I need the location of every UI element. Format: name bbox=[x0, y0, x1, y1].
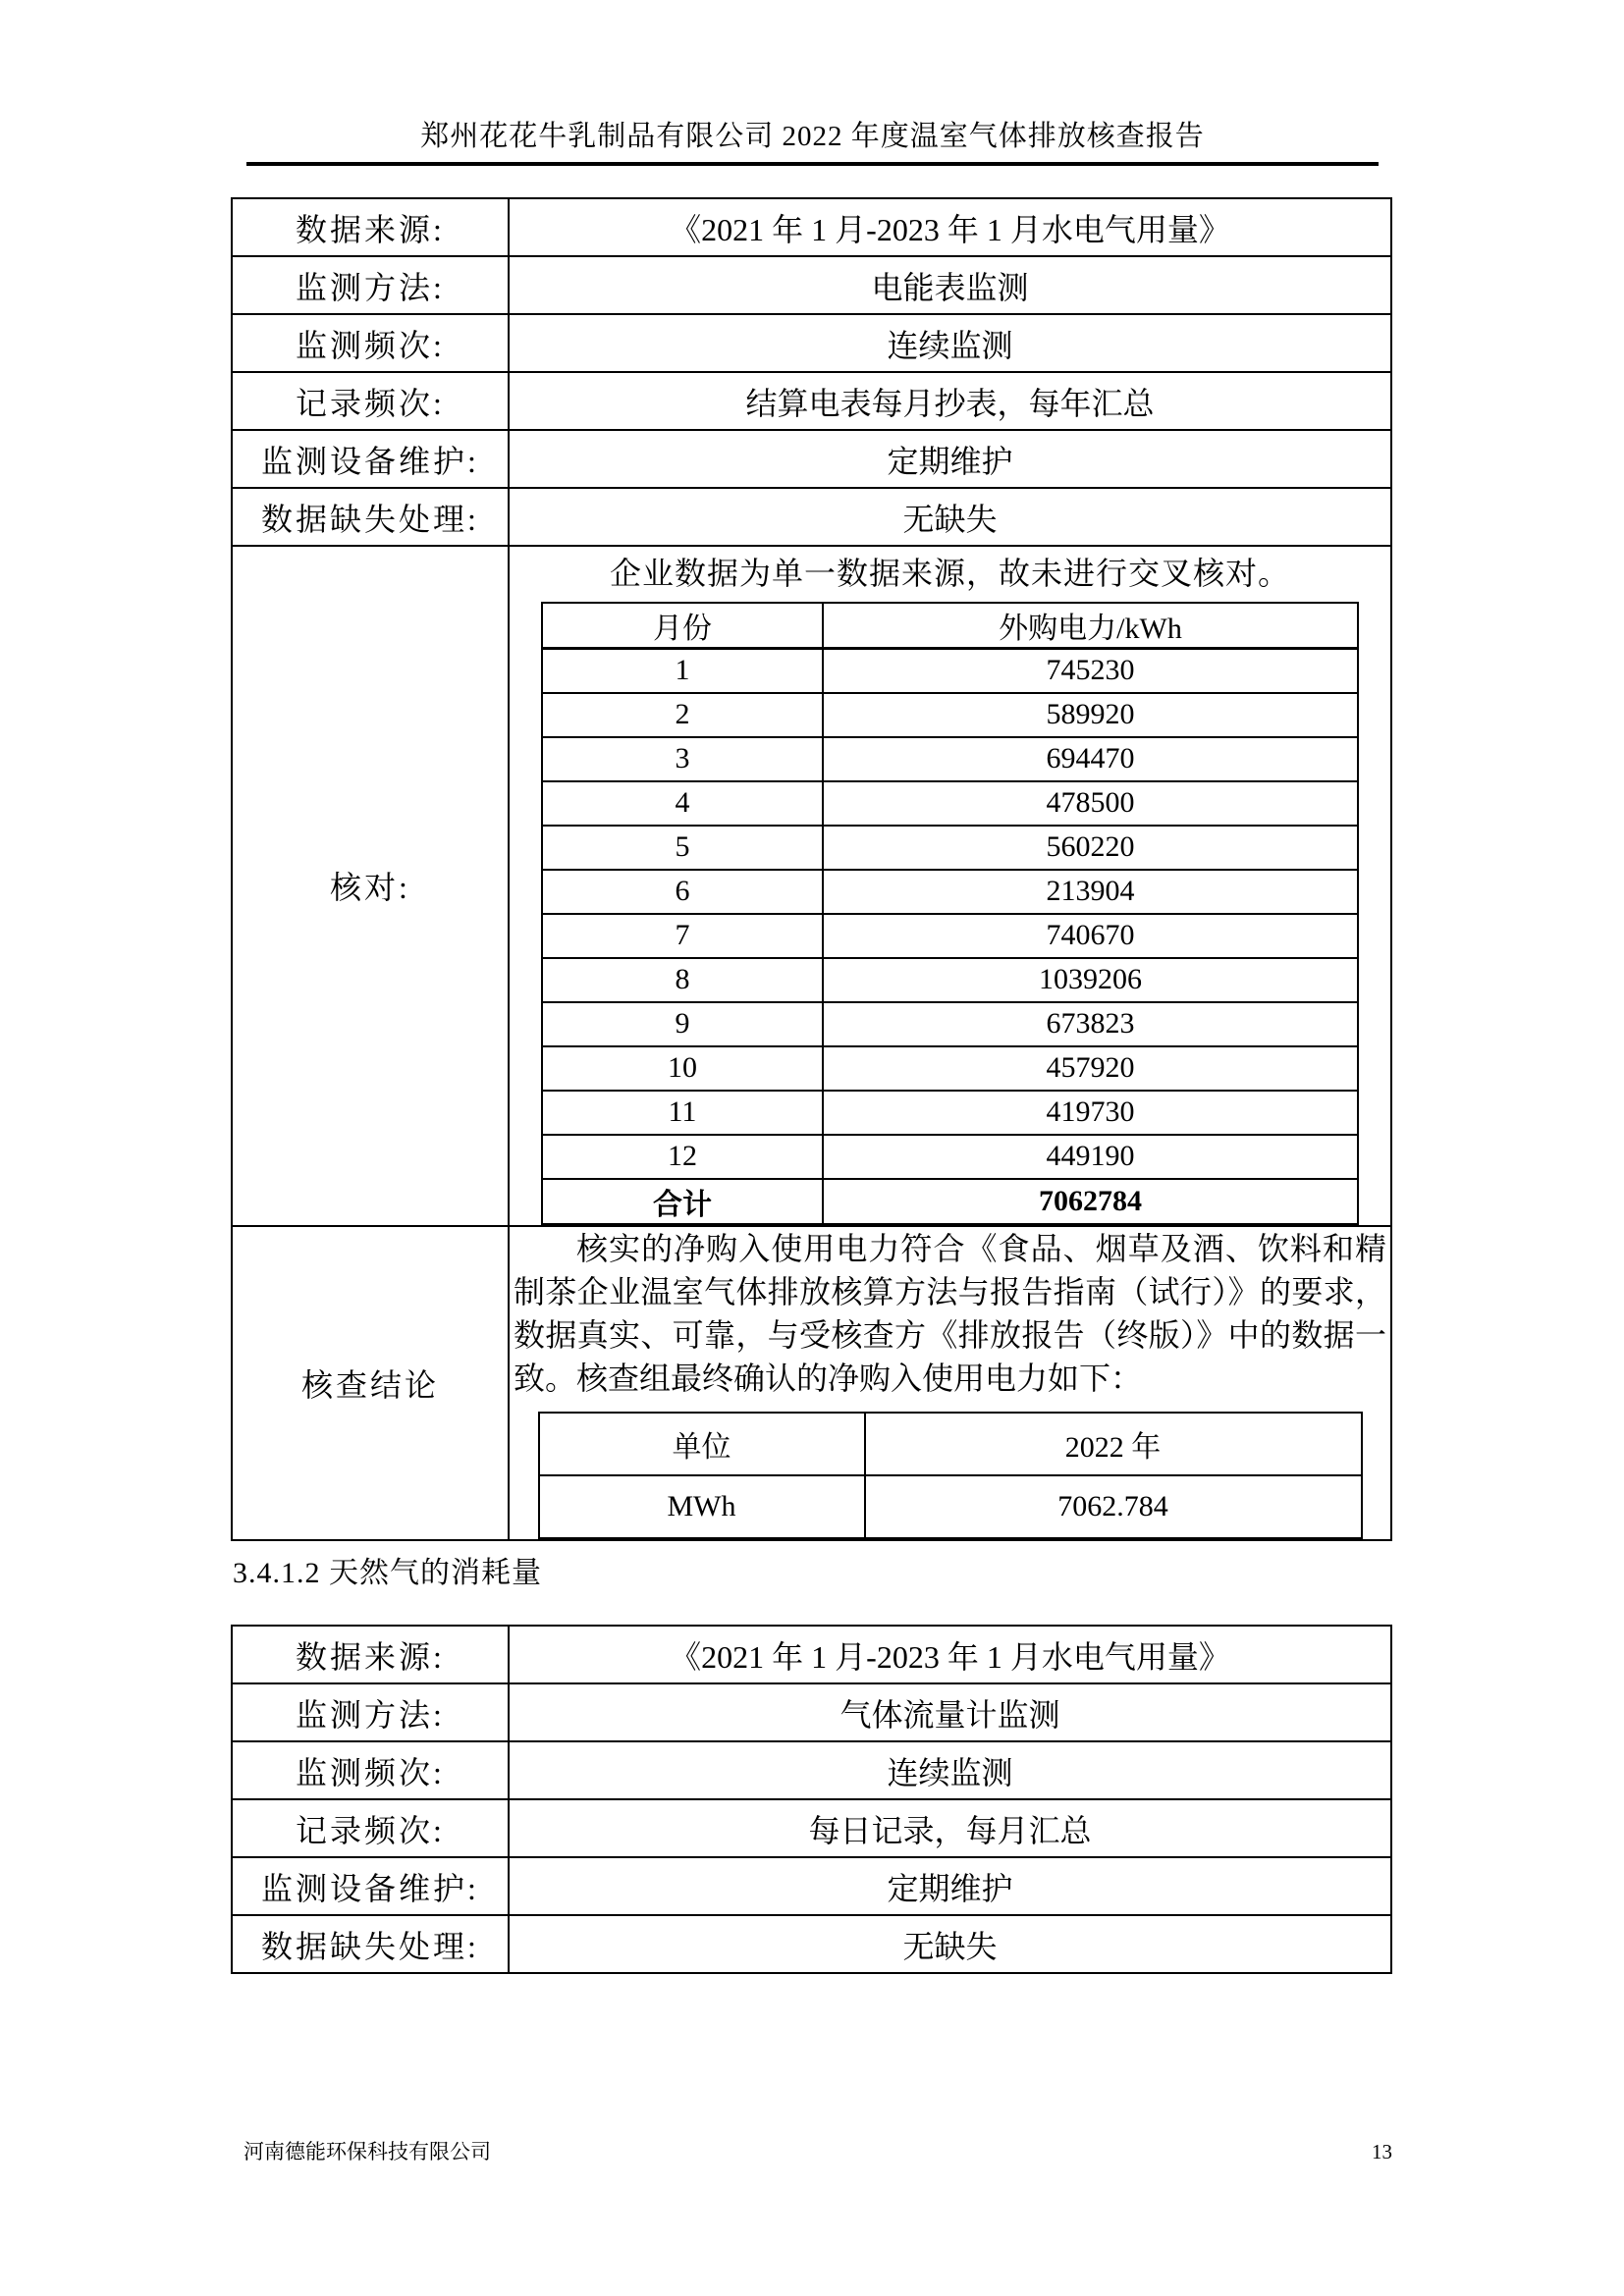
summary-value-row bbox=[539, 1475, 1362, 1538]
value-cell: 560220 bbox=[823, 826, 1358, 870]
check-row bbox=[232, 546, 1391, 1226]
monthly-row bbox=[542, 693, 1358, 737]
year-column-header: 2022 年 bbox=[865, 1413, 1362, 1475]
row-label: 监测频次: bbox=[232, 1741, 509, 1799]
monthly-row bbox=[542, 1002, 1358, 1046]
month-cell: 7 bbox=[542, 914, 823, 958]
value-cell: 449190 bbox=[823, 1135, 1358, 1179]
table-row bbox=[232, 1915, 1391, 1973]
monthly-electricity-table bbox=[541, 602, 1359, 1225]
monthly-row bbox=[542, 1046, 1358, 1091]
value-cell: 673823 bbox=[823, 1002, 1358, 1046]
value-cell: 1039206 bbox=[823, 958, 1358, 1002]
unit-column-header: 单位 bbox=[539, 1413, 865, 1475]
month-cell: 9 bbox=[542, 1002, 823, 1046]
month-cell: 4 bbox=[542, 781, 823, 826]
monthly-row bbox=[542, 737, 1358, 781]
table-row bbox=[232, 1857, 1391, 1915]
row-value: 电能表监测 bbox=[509, 256, 1391, 314]
table-row bbox=[232, 1683, 1391, 1741]
electricity-column-header: 外购电力/kWh bbox=[823, 603, 1358, 649]
row-value: 结算电表每月抄表，每年汇总 bbox=[509, 372, 1391, 430]
row-value: 定期维护 bbox=[509, 430, 1391, 488]
table-row bbox=[232, 256, 1391, 314]
row-value: 《2021 年 1 月-2023 年 1 月水电气用量》 bbox=[509, 198, 1391, 256]
row-label: 数据来源: bbox=[232, 198, 509, 256]
amount-cell: 7062.784 bbox=[865, 1475, 1362, 1538]
monthly-table-header bbox=[542, 603, 1358, 649]
total-value: 7062784 bbox=[823, 1179, 1358, 1224]
monthly-row bbox=[542, 914, 1358, 958]
total-label: 合计 bbox=[542, 1179, 823, 1224]
row-label: 记录频次: bbox=[232, 372, 509, 430]
row-label: 监测设备维护: bbox=[232, 1857, 509, 1915]
row-label: 监测方法: bbox=[232, 256, 509, 314]
monthly-row bbox=[542, 1135, 1358, 1179]
month-cell: 5 bbox=[542, 826, 823, 870]
row-label: 数据缺失处理: bbox=[232, 488, 509, 546]
month-cell: 6 bbox=[542, 870, 823, 914]
row-label: 记录频次: bbox=[232, 1799, 509, 1857]
conclusion-row bbox=[232, 1226, 1391, 1540]
row-value: 气体流量计监测 bbox=[509, 1683, 1391, 1741]
row-label: 监测频次: bbox=[232, 314, 509, 372]
value-cell: 213904 bbox=[823, 870, 1358, 914]
month-cell: 3 bbox=[542, 737, 823, 781]
verified-electricity-summary-table bbox=[538, 1412, 1363, 1539]
electricity-monitoring-table bbox=[231, 197, 1392, 1541]
monthly-row bbox=[542, 870, 1358, 914]
table-row bbox=[232, 1626, 1391, 1683]
value-cell: 478500 bbox=[823, 781, 1358, 826]
page-number: 13 bbox=[1372, 2140, 1392, 2163]
natural-gas-monitoring-table bbox=[231, 1625, 1392, 1974]
conclusion-paragraph: 核实的净购入使用电力符合《食品、烟草及酒、饮料和精制茶企业温室气体排放核算方法与报告指南（试行）》的要求，数据真实、可靠，与受核查方《排放报告（终版）》中的数据一致。核查组最终确认的净购入使用电力如下： bbox=[514, 1230, 1386, 1396]
row-value: 每日记录，每月汇总 bbox=[509, 1799, 1391, 1857]
month-cell: 10 bbox=[542, 1046, 823, 1091]
value-cell: 740670 bbox=[823, 914, 1358, 958]
check-note: 企业数据为单一数据来源，故未进行交叉核对。 bbox=[609, 556, 1290, 591]
row-label: 数据来源: bbox=[232, 1626, 509, 1683]
conclusion-row-label: 核查结论 bbox=[232, 1226, 509, 1540]
row-value: 无缺失 bbox=[509, 488, 1391, 546]
month-column-header: 月份 bbox=[542, 603, 823, 649]
monthly-row bbox=[542, 649, 1358, 693]
monthly-row bbox=[542, 1091, 1358, 1135]
value-cell: 694470 bbox=[823, 737, 1358, 781]
table-row bbox=[232, 1741, 1391, 1799]
row-label: 监测设备维护: bbox=[232, 430, 509, 488]
month-cell: 1 bbox=[542, 649, 823, 693]
row-label: 监测方法: bbox=[232, 1683, 509, 1741]
row-value: 连续监测 bbox=[509, 314, 1391, 372]
month-cell: 8 bbox=[542, 958, 823, 1002]
value-cell: 457920 bbox=[823, 1046, 1358, 1091]
table-row bbox=[232, 488, 1391, 546]
total-row bbox=[542, 1179, 1358, 1224]
summary-header-row bbox=[539, 1413, 1362, 1475]
table-row bbox=[232, 1799, 1391, 1857]
table-row bbox=[232, 198, 1391, 256]
page-header bbox=[246, 114, 1379, 166]
row-value: 《2021 年 1 月-2023 年 1 月水电气用量》 bbox=[509, 1626, 1391, 1683]
row-value: 定期维护 bbox=[509, 1857, 1391, 1915]
unit-cell: MWh bbox=[539, 1475, 865, 1538]
value-cell: 419730 bbox=[823, 1091, 1358, 1135]
footer-company-name: 河南德能环保科技有限公司 bbox=[244, 2140, 491, 2163]
month-cell: 2 bbox=[542, 693, 823, 737]
value-cell: 745230 bbox=[823, 649, 1358, 693]
table-row bbox=[232, 314, 1391, 372]
month-cell: 11 bbox=[542, 1091, 823, 1135]
check-row-label: 核对: bbox=[232, 546, 509, 1226]
check-row-content bbox=[509, 546, 1391, 1226]
row-label: 数据缺失处理: bbox=[232, 1915, 509, 1973]
table-row bbox=[232, 430, 1391, 488]
monthly-row bbox=[542, 781, 1358, 826]
table-row bbox=[232, 372, 1391, 430]
value-cell: 589920 bbox=[823, 693, 1358, 737]
monthly-row bbox=[542, 826, 1358, 870]
page-footer bbox=[244, 2136, 1392, 2165]
conclusion-row-content bbox=[509, 1226, 1391, 1540]
row-value: 连续监测 bbox=[509, 1741, 1391, 1799]
monthly-row bbox=[542, 958, 1358, 1002]
document-title: 郑州花花牛乳制品有限公司 2022 年度温室气体排放核查报告 bbox=[420, 121, 1205, 152]
section-heading: 3.4.1.2 天然气的消耗量 bbox=[233, 1557, 542, 1589]
month-cell: 12 bbox=[542, 1135, 823, 1179]
row-value: 无缺失 bbox=[509, 1915, 1391, 1973]
